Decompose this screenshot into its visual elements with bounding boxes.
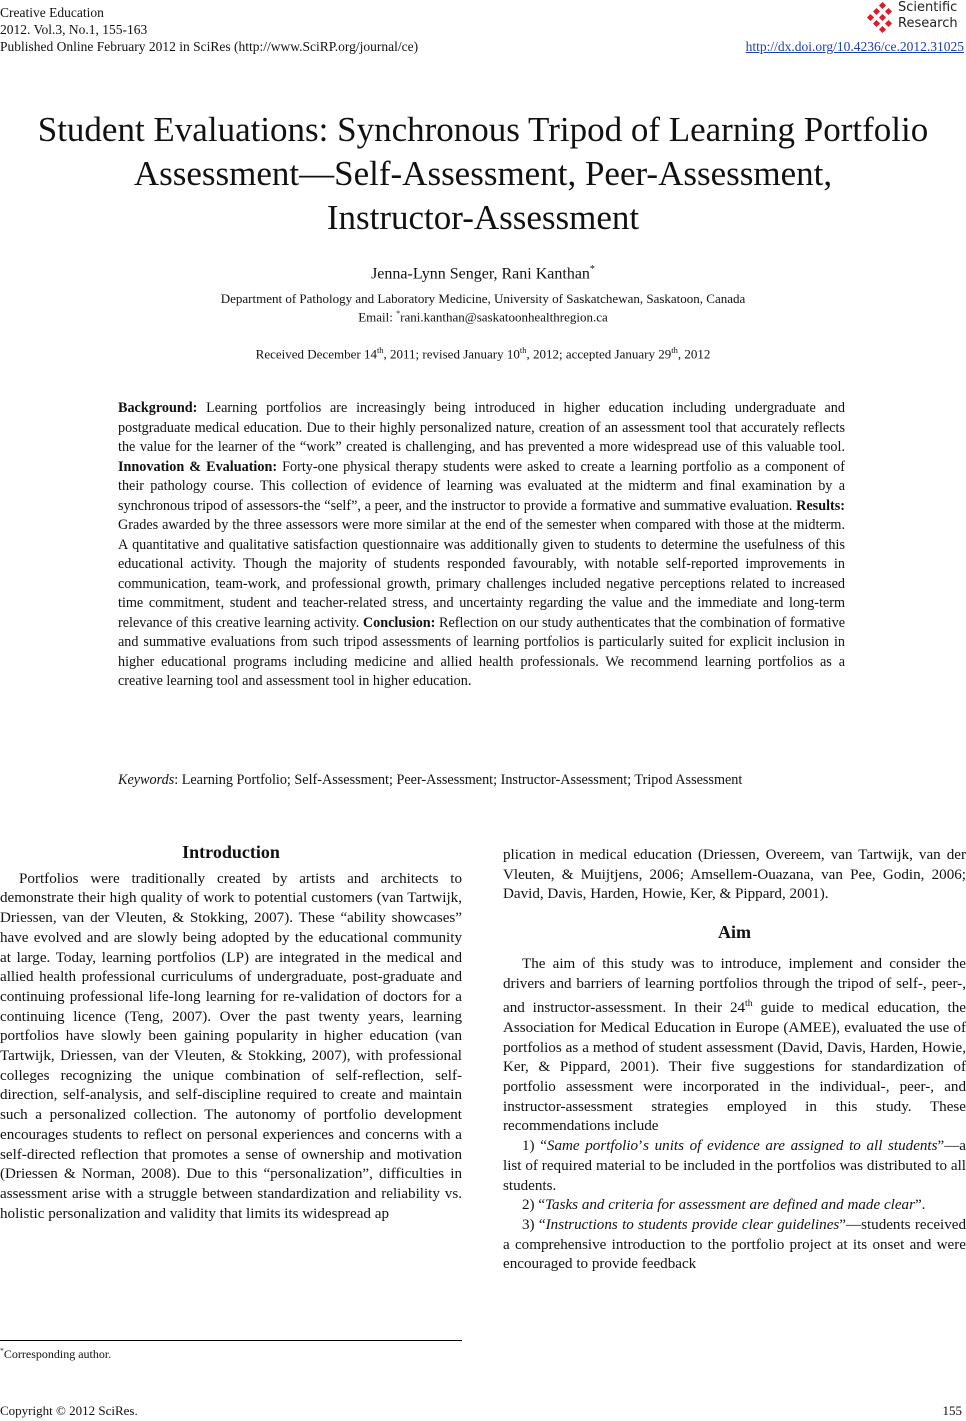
footnote-divider (0, 1340, 462, 1341)
section-heading-aim: Aim (718, 922, 751, 943)
text-run: , 2011; revised January 10 (383, 346, 520, 362)
text-run: 3) “ (522, 1216, 546, 1233)
title-line: Student Evaluations: Synchronous Tripod of Learning Portfolio (37, 110, 929, 149)
text-run: Learning portfolios are increasingly being introduced in higher education including undergraduate and postgraduate medical education. Due to their highly personalized nature, creation of an assessment tool that accurately reflects the value for the learner of the “work” created is challenging, and has prevented a more widespread use of this valuable tool. (118, 400, 845, 455)
text-run: th (671, 345, 678, 355)
text-run: * (0, 1346, 4, 1355)
text-run: Grades awarded by the three assessors were more similar at the end of the semester when compared with those at the midterm. A quantitative and qualitative satisfaction questionnaire was additionally given to students to determine the usefulness of this educational activity. Though the majority of students responded favourably, with notable self-reported improvements in communication, team-work, and professional growth, primary challenges included negative perceptions related to increased time commitment, student and teacher-related stress, and uncertainty regarding the value and the immediate and long-term relevance of this creative learning activity. (118, 517, 845, 631)
paragraph (503, 846, 966, 905)
paragraph (0, 870, 462, 1225)
paragraph (503, 955, 966, 1137)
text-run: Corresponding author. (3, 1347, 112, 1361)
copyright: Copyright © 2012 SciRes. (0, 1403, 138, 1418)
text-run: th (745, 998, 753, 1010)
text-run: 1) “ (522, 1138, 547, 1155)
list-item (503, 1216, 966, 1275)
page-number: 155 (942, 1403, 962, 1418)
journal-name: Creative Education (0, 5, 104, 20)
text-run: th (376, 345, 384, 355)
text-run: ”—a list of required material to be included in the portfolios was distributed to all students. (503, 1138, 966, 1194)
text-run: Portfolios were traditionally created by artists and architects to demonstrate their high quality of work to potential customers (van Tartwijk, Driessen, van der Vleuten, & Stokking, 2007). These “ability showcases” have evolved and are slowly being adopted by the educational community at large. Today, learning portfolios (LP) are integrated in the medical and allied health professional curriculums of undergraduate, post-graduate and continuing professional life-long learning for re-validation of doctors for a continuing licence (Teng, 2007). Over the past twenty years, learning portfolios have slowly been gaining popularity in higher education (van Tartwijk, Driessen, van der Vleuten, & Stokking, 2007), with professional colleges recognizing the unique combination of self-reflection, self-direction, self-analysis, and self-discipline required to create and maintain such a personalized collection. The autonomy of portfolio development encourages students to reflect on personal experiences and concerns with a self-directed reflection that promotes a sense of ownership and motivation (Driessen & Norman, 2008). Due to this “personalization”, difficulties in assessment arise with a struggle between standardization and reliability vs. holistic personalization and validity that limits its widespread ap (0, 870, 462, 1222)
doi-link[interactable]: http://dx.doi.org/10.4236/ce.2012.31025 (745, 39, 964, 54)
text-run: plication in medical education (Driessen, Overeem, van Tartwijk, van der Vleuten, & Muijtjens, 2006; Amsellem-Ouazana, van Pee, Godin, 2006; David, Davis, Harden, Howie, Ker, & Pippard, 2001). (503, 847, 966, 903)
text-run: 2) “ (522, 1197, 546, 1214)
title-line: Instructor-Assessment (326, 198, 640, 237)
text-run: ”—students received a comprehensive introduction to the portfolio project at its onset and were encouraged to provide feedback (503, 1216, 966, 1273)
list-item (503, 1196, 966, 1216)
email: Email: *rani.kanthan@saskatoonhealthregion.ca (358, 309, 608, 325)
text-run: Instructions to students provide clear guidelines (545, 1216, 840, 1233)
text-run: Conclusion: (362, 614, 436, 631)
text-run: Background: (118, 400, 198, 416)
footnote (0, 1346, 111, 1362)
affiliation: Department of Pathology and Laboratory Medicine, University of Saskatchewan, Saskatoon, Canada (220, 291, 746, 306)
paper-title (0, 108, 966, 240)
section-heading-introduction: Introduction (182, 842, 280, 862)
list-item (503, 1137, 966, 1196)
text-run: Innovation & Evaluation: (118, 458, 278, 475)
text-run: ”. (914, 1197, 926, 1214)
authors: Jenna-Lynn Senger, Rani Kanthan* (371, 264, 595, 283)
text-run: Results: (796, 497, 845, 514)
scientific-research-logo (866, 0, 966, 36)
text-run: Same portfolio (546, 1138, 639, 1155)
text-run: Received December 14 (255, 346, 377, 362)
text-run: s units of evidence are assigned to all students (643, 1138, 938, 1155)
journal-volume: 2012. Vol.3, No.1, 155-163 (0, 22, 148, 37)
right-column (503, 846, 966, 1275)
text-run: The aim of this study was to introduce, implement and consider the drivers and barriers of learning portfolios through the tripod of self-, peer-, and instructor-assessment. In their 24 (503, 955, 966, 1017)
logo-diamonds-icon (866, 2, 896, 34)
text-run: Forty-one physical therapy students were asked to create a learning portfolio as a component of their pathology course. This collection of evidence of learning was evaluated at the midterm and final examination by a synchronous tripod of assessors-the “self”, a peer, and the instructor to provide a formative and summative evaluation. (118, 458, 845, 514)
received-dates (0, 345, 966, 362)
text-run: Tasks and criteria for assessment are defined and made clear (545, 1197, 915, 1214)
logo-text-2: Research (898, 16, 958, 31)
left-column (0, 843, 462, 1224)
publication-info: Published Online February 2012 in SciRes (http://www.SciRP.org/journal/ce) (0, 39, 419, 54)
text-run: , 2012; accepted January 29 (526, 346, 672, 362)
text-run: guide to medical education, the Association for Medical Education in Europe (AMEE), evaluated the use of portfolios as a method of student assessment (David, Davis, Harden, Howie, Ker, & Pippard, 2001). Their five suggestions for standardization of portfolio assessment were incorporated in the individual-, peer-, and instructor-assessment strategies employed in this study. These recommendations include (503, 1000, 966, 1135)
abstract (118, 399, 845, 692)
logo-text-1: Scientific (898, 0, 958, 15)
text-run: Reflection on our study authenticates that the combination of formative and summative evaluations from such tripod assessments of learning portfolios is particularly suited for explicit inclusion in higher educational programs including medicine and allied health professionals. We recommend learning portfolios as a creative learning tool and assessment tool in higher education. (118, 614, 845, 689)
running-header (0, 4, 418, 55)
keywords: Keywords: Learning Portfolio; Self-Assessment; Peer-Assessment; Instructor-Assessment; Tripod Assessment (118, 772, 743, 788)
text-run: ’ (638, 1138, 644, 1155)
title-line: Assessment—Self-Assessment, Peer-Assessment, (133, 154, 833, 193)
text-run: th (519, 345, 527, 355)
text-run: , 2012 (677, 346, 711, 362)
